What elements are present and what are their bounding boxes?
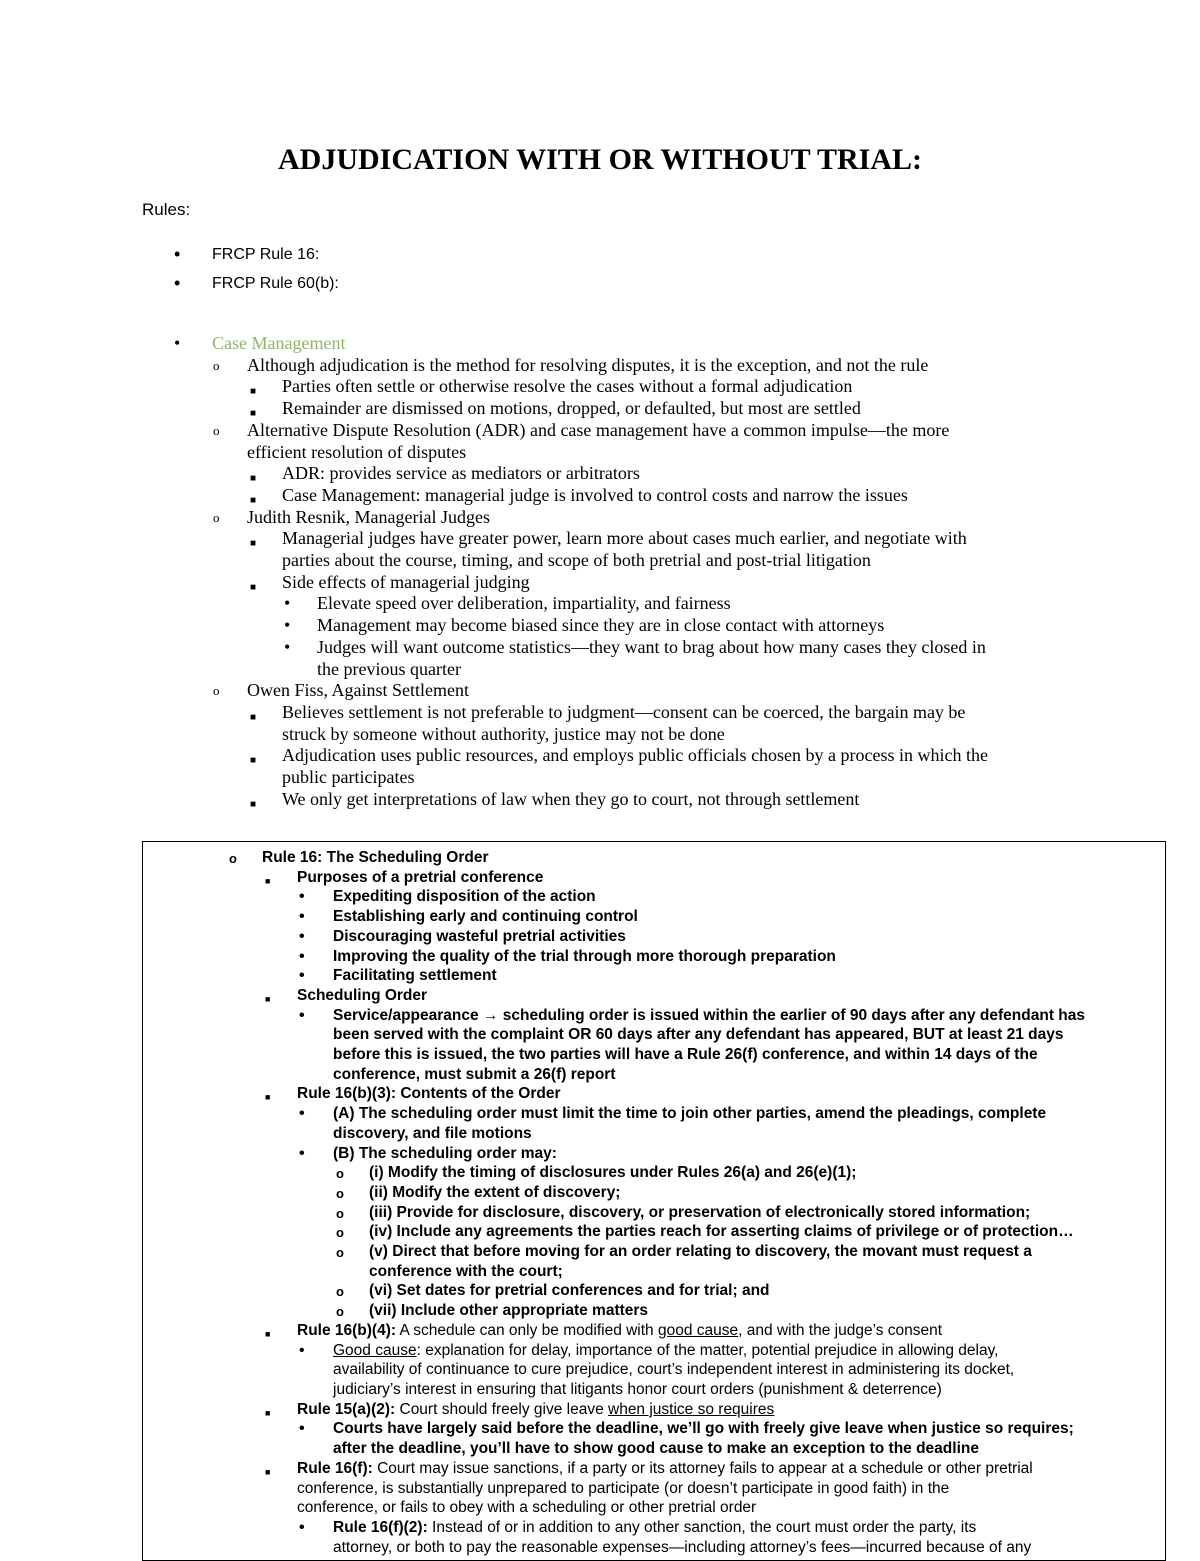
bullet-icon: •	[299, 1105, 305, 1123]
list-item: ■ ADR: provides service as mediators or arbitrators	[172, 463, 1072, 485]
list-item: o (iii) Provide for disclosure, discovery, or preservation of electronically stored information;	[143, 1203, 1163, 1223]
list-item: • Service/appearance → scheduling order is issued within the earlier of 90 days after any defendant has	[299, 1006, 1086, 1024]
list-item: • Expediting disposition of the action	[299, 888, 596, 906]
circle-bullet-icon: o	[336, 1205, 344, 1221]
list-item: • (A) The scheduling order must limit the time to join other parties, amend the pleadings, complete	[299, 1105, 1047, 1123]
list-item-continuation: efficient resolution of disputes	[247, 441, 467, 462]
list-item: • (B) The scheduling order may:	[299, 1144, 557, 1162]
list-item-continuation: discovery, and file motions	[333, 1124, 532, 1142]
rules-label: Rules:	[142, 200, 191, 219]
square-bullet-icon: ■	[265, 1328, 271, 1339]
circle-bullet-icon: o	[213, 683, 220, 699]
case-management-heading: Case Management	[212, 333, 346, 353]
square-bullet-icon: ■	[250, 538, 257, 550]
list-item: • Courts have largely said before the deadline, we’ll go with freely give leave when justice so requires;	[299, 1420, 1074, 1438]
list-item: ■ Case Management: managerial judge is involved to control costs and narrow the issues	[172, 485, 1072, 507]
circle-bullet-icon: o	[213, 422, 220, 438]
list-item-continuation: been served with the complaint OR 60 days after any defendant has appeared, BUT at least 21 days	[333, 1026, 1064, 1044]
square-bullet-icon: ■	[250, 494, 257, 506]
square-bullet-icon: ■	[250, 408, 257, 420]
bullet-icon: •	[174, 333, 181, 353]
circle-bullet-icon: o	[336, 1304, 344, 1320]
list-item: o Owen Fiss, Against Settlement	[213, 680, 469, 701]
circle-bullet-icon: o	[336, 1185, 344, 1201]
list-item: ■ Parties often settle or otherwise resolve the cases without a formal adjudication	[172, 376, 1072, 398]
list-item-continuation: conference with the court;	[369, 1262, 563, 1280]
list-item: ■ Rule 16(b)(4): A schedule can only be modified with good cause, and with the judge’s consent	[143, 1321, 1163, 1341]
square-bullet-icon: ■	[265, 1092, 271, 1103]
square-bullet-icon: ■	[250, 755, 257, 767]
bullet-icon: •	[284, 593, 291, 614]
bullet-icon: •	[299, 1420, 305, 1438]
list-item-continuation: conference, or fails to obey with a scheduling or other pretrial order	[297, 1499, 757, 1517]
list-item: o (i) Modify the timing of disclosures under Rules 26(a) and 26(e)(1);	[143, 1163, 1163, 1183]
bullet-icon: •	[299, 1518, 305, 1536]
rules-list	[172, 240, 339, 298]
list-item: • Rule 16(f)(2): Instead of or in addition to any other sanction, the court must order the party, its	[299, 1518, 977, 1536]
list-item-continuation: before this is issued, the two parties will have a Rule 26(f) conference, and within 14 days of the	[333, 1046, 1038, 1064]
list-item: o Alternative Dispute Resolution (ADR) and case management have a common impulse—the more	[213, 419, 950, 440]
bullet-icon: •	[299, 1341, 305, 1359]
list-item: • Facilitating settlement	[299, 967, 497, 985]
square-bullet-icon: ■	[265, 875, 271, 886]
list-item-continuation: conference, must submit a 26(f) report	[333, 1065, 616, 1083]
square-bullet-icon: ■	[250, 711, 257, 723]
list-item: • FRCP Rule 16:	[172, 240, 339, 269]
list-item: o (v) Direct that before moving for an order relating to discovery, the movant must request a	[143, 1242, 1163, 1262]
list-item: o (ii) Modify the extent of discovery;	[143, 1183, 1163, 1203]
list-item-continuation: struck by someone without authority, justice may not be done	[282, 723, 725, 744]
square-bullet-icon: ■	[250, 798, 257, 810]
list-item: • Good cause: explanation for delay, importance of the matter, potential prejudice in allowing delay,	[299, 1341, 999, 1359]
list-item: ■ Adjudication uses public resources, and employs public officials chosen by a process in which the	[172, 745, 1072, 767]
list-item-continuation: judiciary’s interest in ensuring that litigants honor court orders (punishment & deterrence)	[333, 1380, 942, 1398]
bullet-icon: •	[299, 908, 305, 926]
list-item-continuation: attorney, or both to pay the reasonable expenses—including attorney’s fees—incurred because of any	[333, 1538, 1032, 1556]
bullet-icon: •	[299, 927, 305, 945]
list-item-continuation: the previous quarter	[317, 658, 461, 679]
list-item-continuation: conference, is substantially unprepared to participate (or doesn’t participate in good faith) in the	[297, 1479, 950, 1497]
square-bullet-icon: ■	[265, 1466, 271, 1477]
circle-bullet-icon: o	[336, 1245, 344, 1261]
list-item: o Rule 16: The Scheduling Order	[143, 848, 1163, 868]
circle-bullet-icon: o	[229, 851, 237, 866]
list-item: o (vii) Include other appropriate matters	[143, 1301, 1163, 1321]
list-item: ■ Managerial judges have greater power, learn more about cases much earlier, and negotiate with	[172, 528, 1072, 550]
square-bullet-icon: ■	[250, 386, 257, 398]
list-item: ■ Scheduling Order	[143, 986, 1163, 1006]
page-title: ADJUDICATION WITH OR WITHOUT TRIAL:	[277, 143, 923, 176]
case-management-outline	[172, 333, 1072, 810]
bullet-icon: •	[299, 1006, 305, 1024]
list-item-continuation: parties about the course, timing, and scope of both pretrial and post-trial litigation	[282, 550, 871, 571]
list-item: • Management may become biased since they are in close contact with attorneys	[284, 615, 885, 636]
list-item: • Improving the quality of the trial through more thorough preparation	[299, 947, 836, 965]
circle-bullet-icon: o	[336, 1166, 344, 1182]
square-bullet-icon: ■	[250, 581, 257, 593]
list-item: ■ Rule 16(b)(3): Contents of the Order	[143, 1084, 1163, 1104]
bullet-icon: •	[284, 615, 291, 636]
list-item-continuation: availability of continuance to cure prejudice, court’s independent interest in administering its docket,	[333, 1361, 1015, 1379]
list-item: ■ Side effects of managerial judging	[172, 572, 1072, 594]
bullet-icon: •	[299, 888, 305, 906]
list-item: • Discouraging wasteful pretrial activities	[299, 927, 626, 945]
square-bullet-icon: ■	[265, 993, 271, 1004]
circle-bullet-icon: o	[336, 1284, 344, 1300]
bullet-icon: •	[284, 636, 291, 657]
list-item: o Although adjudication is the method for resolving disputes, it is the exception, and not the rule	[213, 354, 929, 375]
list-item: ■ Believes settlement is not preferable to judgment—consent can be coerced, the bargain may be	[172, 702, 1072, 724]
list-item: • Elevate speed over deliberation, impartiality, and fairness	[284, 593, 731, 614]
list-item: ■ Remainder are dismissed on motions, dropped, or defaulted, but most are settled	[172, 398, 1072, 420]
list-item: • Establishing early and continuing control	[299, 908, 638, 926]
list-item: ■ Rule 16(f): Court may issue sanctions, if a party or its attorney fails to appear at a schedule or other pretrial	[143, 1459, 1163, 1479]
circle-bullet-icon: o	[213, 357, 220, 373]
square-bullet-icon: ■	[250, 473, 257, 485]
list-item: ■ Purposes of a pretrial conference	[143, 868, 1163, 888]
list-item	[172, 333, 1072, 355]
square-bullet-icon: ■	[265, 1407, 271, 1418]
list-item: o Judith Resnik, Managerial Judges	[213, 506, 490, 527]
rule-16-box	[142, 841, 1166, 1561]
bullet-icon: •	[299, 1144, 305, 1162]
list-item: ■ We only get interpretations of law when they go to court, not through settlement	[172, 789, 1072, 811]
bullet-icon: •	[299, 967, 305, 985]
list-item: o (iv) Include any agreements the parties reach for asserting claims of privilege or of protection…	[143, 1222, 1163, 1242]
list-item: ■ Rule 15(a)(2): Court should freely give leave when justice so requires	[143, 1400, 1163, 1420]
list-item: o (vi) Set dates for pretrial conferences and for trial; and	[143, 1281, 1163, 1301]
list-item-continuation: public participates	[282, 767, 415, 788]
list-item-continuation: after the deadline, you’ll have to show good cause to make an exception to the deadline	[333, 1440, 979, 1458]
circle-bullet-icon: o	[336, 1225, 344, 1241]
list-item: • Judges will want outcome statistics—they want to brag about how many cases they closed in	[284, 636, 986, 657]
circle-bullet-icon: o	[213, 509, 220, 525]
bullet-icon: •	[299, 947, 305, 965]
list-item: • FRCP Rule 60(b):	[172, 269, 339, 298]
